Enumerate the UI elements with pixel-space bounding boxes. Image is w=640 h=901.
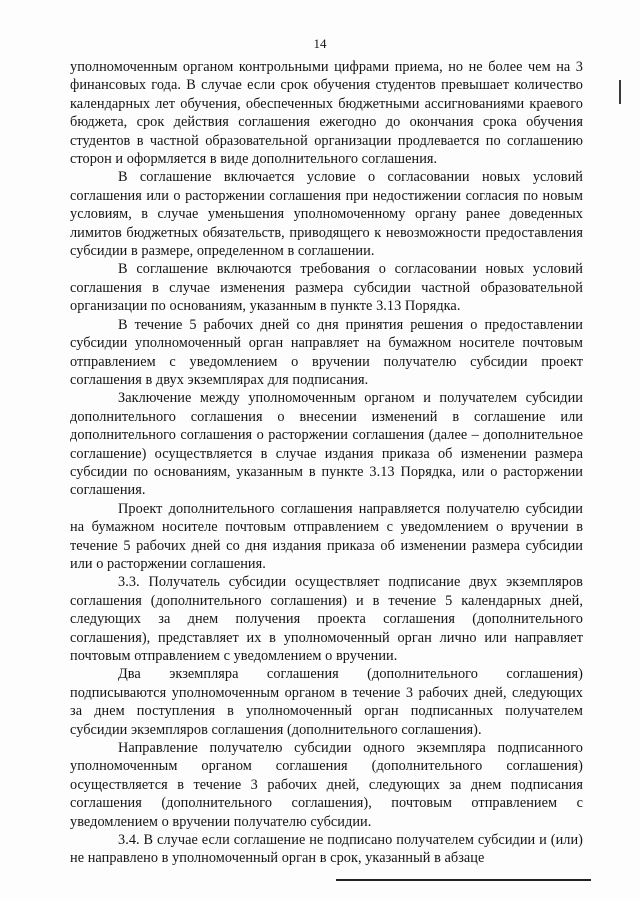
paragraph: Заключение между уполномоченным органом и получателем субсидии дополнительного соглашения о внесении изменений в соглашение или дополнительного соглашения о расторжении соглашения (далее – дополнительное соглашение) осуществляется в случае издания приказа об изменении размера субсидии по основаниям, указанным в пункте 3.13 Порядка, или о расторжении соглашения. — [70, 390, 583, 499]
page-number: 14 — [313, 36, 327, 51]
paragraph: В соглашение включается условие о согласовании новых условий соглашения или о расторжении соглашения при недостижении согласия по новым условиям, в случае уменьшения уполномоченному органу ранее доведенных лимитов бюджетных обязательств, приводящего к невозможности предоставления субсидии в размере, определенном в соглашении. — [70, 169, 583, 260]
section-3-4-paragraph: 3.4. В случае если соглашение не подписано получателем субсидии и (или) не направлено в уполномоченный орган в срок, указанный в абзаце — [70, 832, 583, 867]
document-body — [70, 58, 583, 868]
paragraph: Проект дополнительного соглашения направляется получателю субсидии на бумажном носителе почтовым отправлением с уведомлением о вручении в течение 5 рабочих дней со дня издания приказа об изменении размера субсидии или о расторжении соглашения. — [70, 500, 583, 572]
paragraph: В течение 5 рабочих дней со дня принятия решения о предоставлении субсидии уполномоченный орган направляет на бумажном носителе почтовым отправлением с уведомлением о вручении получателю субсидии проект соглашения в двух экземплярах для подписания. — [70, 316, 583, 388]
paragraph-continuation: уполномоченным органом контрольными цифрами приема, но не более чем на 3 финансовых года. В случае если срок обучения студентов превышает количество календарных лет обучения, обеспеченных бюджетными ассигнованиями краевого бюджета, срок действия соглашения ежегодно до окончания срока обучения студентов в частной образовательной организации продлевается по соглашению сторон и оформляется в виде дополнительного соглашения. — [70, 59, 583, 168]
section-3-3-paragraph: 3.3. Получатель субсидии осуществляет подписание двух экземпляров соглашения (дополнительного соглашения) и в течение 5 календарных дней, следующих за днем получения проекта соглашения (дополнительного соглашения), представляет их в уполномоченный орган лично или направляет почтовым отправлением с уведомлением о вручении. — [70, 574, 583, 664]
paragraph: Два экземпляра соглашения (дополнительного соглашения) подписываются уполномоченным органом в течение 3 рабочих дней, следующих за днем поступления в уполномоченный орган подписанных получателем субсидии экземпляров соглашения (дополнительного соглашения). — [70, 666, 583, 738]
bottom-divider-line — [336, 879, 591, 881]
paragraph: В соглашение включаются требования о согласовании новых условий соглашения в случае изменения размера субсидии частной образовательной организации по основаниям, указанным в пункте 3.13 Порядка. — [70, 261, 583, 315]
paragraph: Направление получателю субсидии одного экземпляра подписанного уполномоченным органом соглашения (дополнительного соглашения) осуществляется в течение 3 рабочих дней, следующих за днем подписания соглашения (дополнительного соглашения), почтовым отправлением с уведомлением о вручении получателю субсидии. — [70, 740, 583, 830]
margin-mark — [619, 80, 621, 104]
